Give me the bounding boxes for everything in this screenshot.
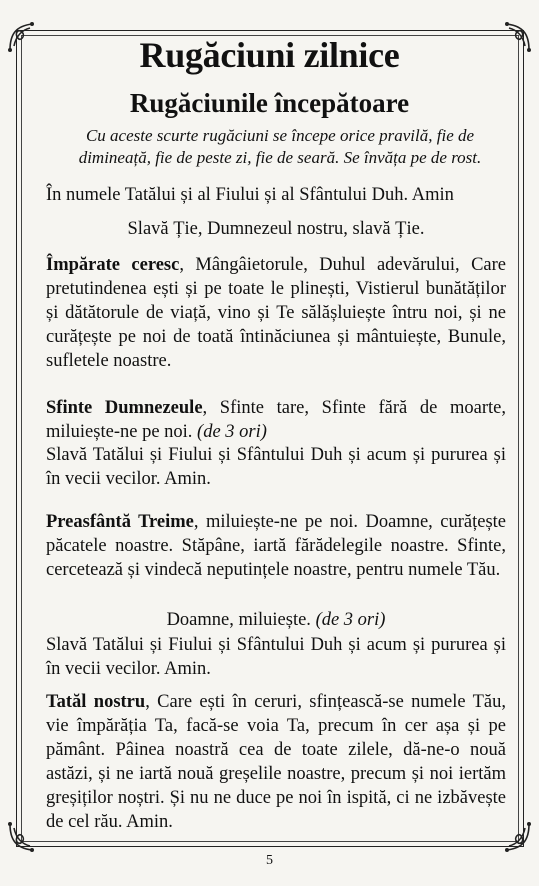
prayer-text: , Sfinte tare, Sfinte fără de moarte, miluiește-ne pe noi. (46, 398, 507, 442)
prayer-our-father (46, 690, 506, 834)
section-heading: Rugăciunile începătoare (129, 88, 410, 118)
prayer-sign-of-cross: În numele Tatălui și al Fiului și al Sfântului Duh. Amin (46, 185, 454, 205)
intro-text: Cu aceste scurte rugăciuni se începe orice pravilă, fie de dimineață, fie de peste zi, fie de seară. Se învăța pe de rost. (78, 126, 482, 167)
prayer-heavenly-king (46, 253, 506, 373)
prayer-trisagion (46, 396, 506, 444)
prayer-heading: Preasfântă Treime (46, 512, 194, 532)
prayer-glory-be-2: Slavă Tatălui și Fiului și Sfântului Duh și acum și pururea și în vecii vecilor. Amin. (46, 635, 506, 679)
repeat-note: (de 3 ori) (197, 422, 267, 442)
prayer-text: Doamne, miluiește. (166, 610, 316, 630)
prayer-holy-trinity (46, 510, 506, 582)
prayer-heading: Tatăl nostru (46, 692, 146, 712)
corner-ornament-icon (6, 820, 40, 854)
prayer-lord-have-mercy (46, 608, 506, 632)
page-title: Rugăciuni zilnice (139, 35, 400, 75)
prayer-text: , Mângâietorule, Duhul adevărului, Care pretutindenea ești și pe toate le plinești, Vistierul bunătăților și dătătorule de viață, vino și Te sălășluiește întru noi, și ne curățește pe noi de toată întinăciunea și mântuiește, Bunule, sufletele noastre. (46, 255, 506, 371)
page-number: 5 (266, 853, 273, 868)
repeat-note: (de 3 ori) (315, 610, 386, 630)
prayer-heading: Împărate ceresc (46, 255, 180, 275)
prayer-text: , miluiește-ne pe noi. Doamne, curățește păcatele noastre. Stăpâne, iartă fărădelegile noastre. Sfinte, cercetează și vindecă neputințele noastre, pentru numele Tău. (46, 512, 506, 580)
prayer-glory-be: Slavă Tatălui și Fiului și Sfântului Duh și acum și pururea și în vecii vecilor. Amin. (46, 445, 506, 489)
prayer-glory: Slavă Ție, Dumnezeul nostru, slavă Ție. (127, 219, 425, 239)
prayer-text: , Care ești în ceruri, sfințească-se numele Tău, vie împărăția Ta, facă-se voia Ta, precum în cer așa și pe pământ. Pâinea noastră cea de toate zilele, dă-ne-o nouă astăzi, și ne iartă nouă greșelile noastre, precum și noi iertăm greșiților noștri. Și nu ne duce pe noi în ispită, ci ne izbăvește de cel rău. Amin. (46, 692, 506, 832)
prayer-heading: Sfinte Dumnezeule (46, 398, 203, 418)
